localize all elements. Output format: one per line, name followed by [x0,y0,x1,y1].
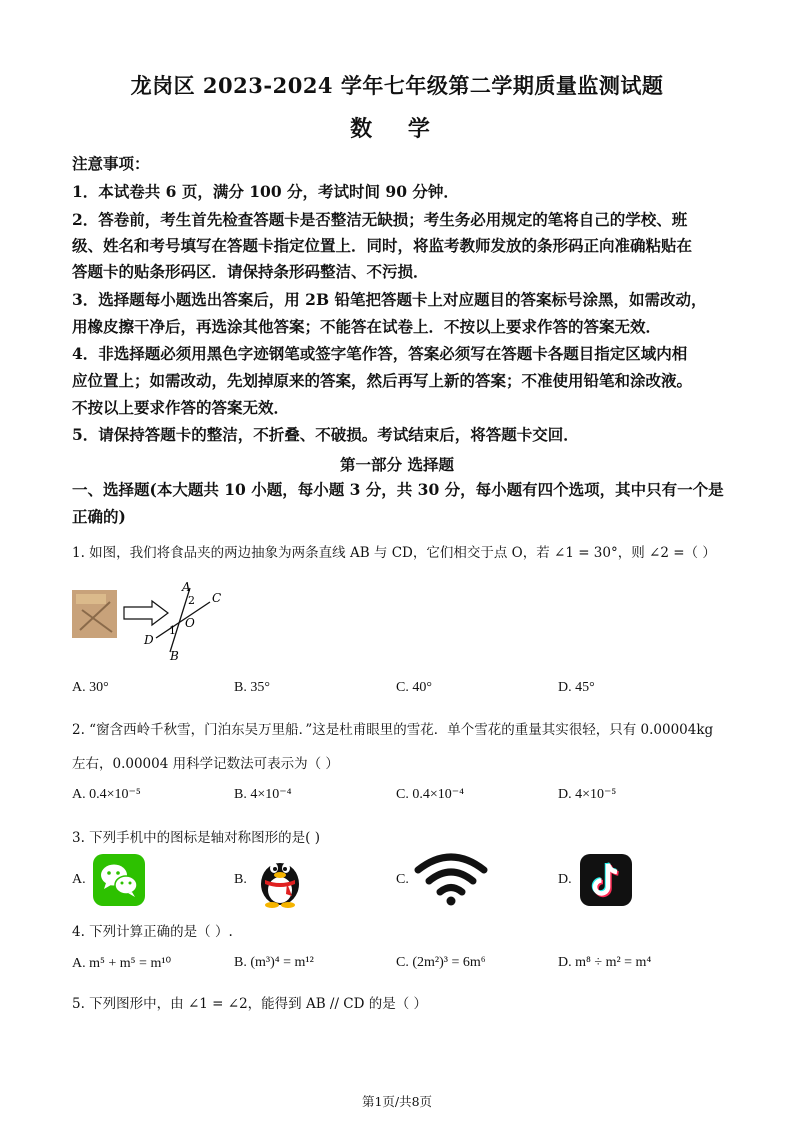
q1-option-b: B. 35° [234,680,270,695]
q2-option-a: A. 0.4×10⁻⁵ [72,787,141,802]
notice-line: 5．请保持答题卡的整洁，不折叠、不破损。考试结束后，将答题卡交回． [72,425,579,444]
q4-option-c: C. (2m²)³ = 6m⁶ [396,955,486,970]
notice-line: 3．选择题每小题选出答案后，用 2B 铅笔把答题卡上对应题目的答案标号涂黑，如需改动， [72,290,707,309]
label-a: A [182,580,191,594]
q3-option-a: A. [72,872,86,887]
exam-title: 龙岗区 2023-2024 学年七年级第二学期质量监测试题 [130,73,664,98]
subject-title: 数 学 [350,116,444,142]
notice-line: 1．本试卷共 6 页，满分 100 分，考试时间 90 分钟． [72,182,459,201]
tiktok-icon [580,854,632,906]
q4-option-b: B. (m³)⁴ = m¹² [234,955,314,970]
label-d: D [144,633,154,647]
section-heading: 一、选择题(本大题共 10 小题，每小题 3 分，共 30 分，每小题有四个选项，其中只有一个是 [72,480,724,499]
question-3-text: 3. 下列手机中的图标是轴对称图形的是( ) [72,830,320,846]
notice-line: 答题卡的贴条形码区．请保持条形码整洁、不污损． [72,262,429,281]
line-cd [156,602,210,638]
label-o: O [185,616,195,630]
notice-heading: 注意事项： [72,154,150,173]
q2-option-d: D. 4×10⁻⁵ [558,787,617,802]
question-5-text: 5. 下列图形中，由 ∠1 = ∠2，能得到 AB // CD 的是（ ） [72,996,428,1012]
q3-option-c: C. [396,872,409,887]
part-heading: 第一部分 选择题 [340,455,454,474]
notice-line: 用橡皮擦干净后，再选涂其他答案；不能答在试卷上．不按以上要求作答的答案无效． [72,317,662,336]
q3-option-b: B. [234,872,247,887]
q2-option-c: C. 0.4×10⁻⁴ [396,787,465,802]
wechat-icon [93,854,145,906]
question-2-line1: 2. “窗含西岭千秋雪，门泊东吴万里船．”这是杜甫眼里的雪花．单个雪花的重量其实很轻，只有 0.00004kg [72,722,714,738]
notice-line: 应位置上；如需改动，先划掉原来的答案，然后再写上新的答案；不准使用铅笔和涂改液。 [72,371,693,390]
q4-option-a: A. m⁵ + m⁵ = m¹⁰ [72,956,172,971]
question-2-line2: 左右，0.00004 用科学记数法可表示为（ ） [72,756,339,772]
angle-1-label: 1 [169,624,176,637]
wifi-icon [414,852,488,906]
label-c: C [212,591,222,605]
q4-option-d: D. m⁸ ÷ m² = m⁴ [558,955,652,970]
q1-option-c: C. 40° [396,680,432,695]
label-b: B [170,649,179,662]
notice-line: 级、姓名和考号填写在答题卡指定位置上．同时，将监考教师发放的条形码正向准确粘贴在 [72,236,693,255]
notice-line: 不按以上要求作答的答案无效． [72,398,290,417]
question-1-figure [72,580,232,662]
notice-line: 2．答卷前，考生首先检查答题卡是否整洁无缺损；考生务必用规定的笔将自己的学校、班 [72,210,688,229]
question-1-text: 1. 如图，我们将食品夹的两边抽象为两条直线 AB 与 CD，它们相交于点 O，若 ∠1 = 30°，则 ∠2 =（ ） [72,545,716,561]
arrow-right-icon [124,601,168,625]
q1-option-d: D. 45° [558,680,595,695]
qq-penguin-icon [254,852,306,908]
angle-2-label: 2 [188,594,195,607]
question-4-text: 4. 下列计算正确的是（ ）. [72,924,233,940]
q3-option-d: D. [558,872,572,887]
notice-line: 4．非选择题必须用黑色字迹钢笔或签字笔作答，答案必须写在答题卡各题目指定区域内相 [72,344,688,363]
q1-option-a: A. 30° [72,680,109,695]
q2-option-b: B. 4×10⁻⁴ [234,787,292,802]
page-footer: 第1页/共8页 [361,1094,433,1109]
section-heading-cont: 正确的) [72,507,126,526]
